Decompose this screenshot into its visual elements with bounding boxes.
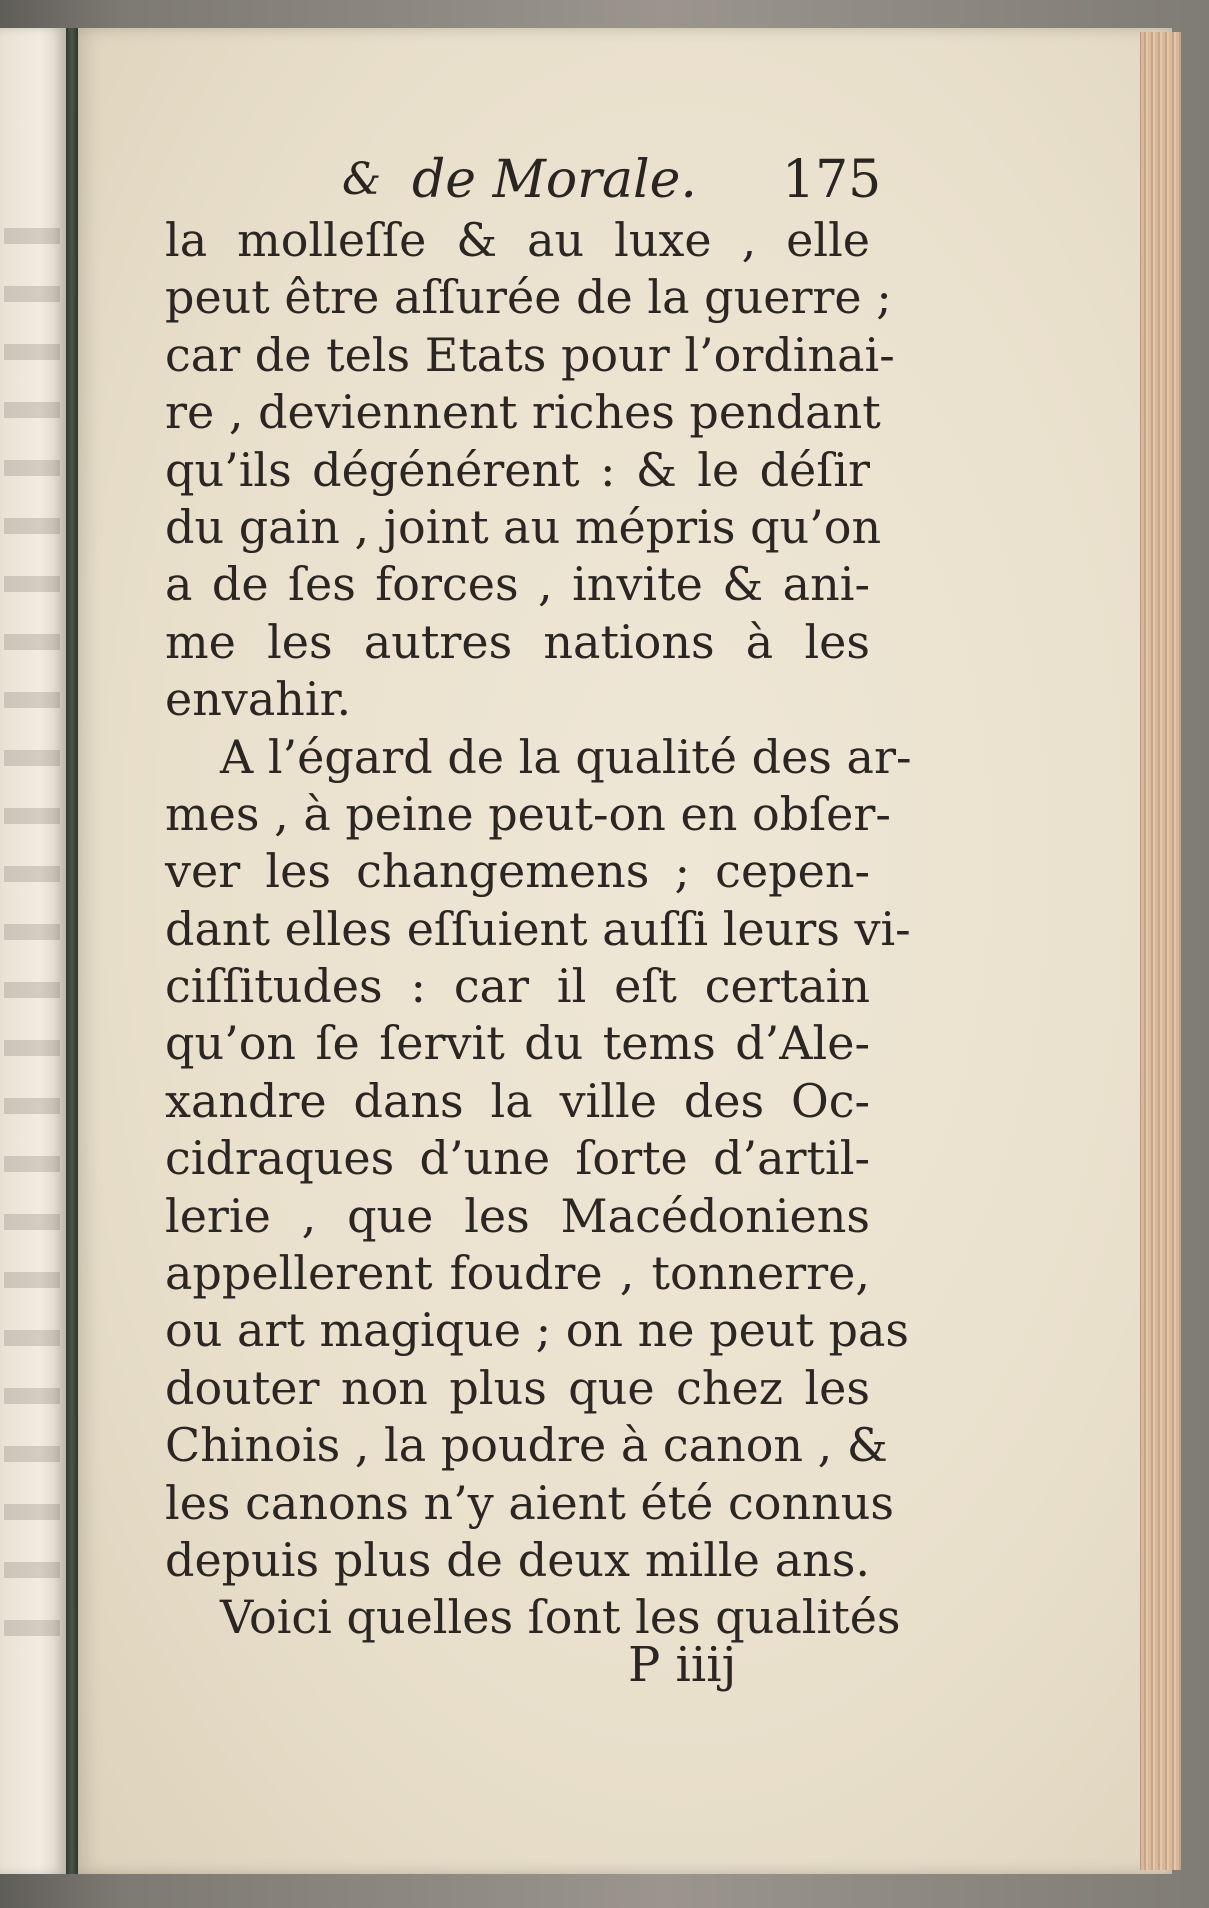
- text-line: lerie , que les Macédoniens: [165, 1188, 870, 1243]
- text-line: a de ſes forces , invite & ani-: [165, 557, 870, 612]
- binding-strip: [66, 28, 78, 1874]
- signature-mark: P iiij: [628, 1637, 737, 1693]
- text-line: A l’égard de la qualité des ar-: [220, 729, 912, 784]
- body-text: [165, 212, 912, 1647]
- text-line: peut être aſſurée de la guerre ;: [165, 270, 892, 325]
- page-edges: [1140, 32, 1181, 1870]
- running-head: [342, 150, 902, 220]
- text-line: ver les changemens ; cepen-: [165, 844, 870, 899]
- text-line: ou art magique ; on ne peut pas: [165, 1303, 909, 1358]
- text-line: envahir.: [165, 672, 352, 727]
- text-line: qu’on ſe ſervit du tems d’Ale-: [165, 1016, 870, 1071]
- text-line: me les autres nations à les: [165, 614, 870, 669]
- text-line: ciſſitudes : car il eſt certain: [165, 959, 870, 1014]
- previous-page-text-fragments: [4, 228, 60, 1678]
- text-line: car de tels Etats pour l’ordinai-: [165, 327, 895, 382]
- text-line: mes , à peine peut-on en obſer-: [165, 786, 891, 841]
- text-line: la molleſſe & au luxe , elle: [165, 213, 870, 267]
- text-line: appellerent foudre , tonnerre,: [165, 1246, 870, 1301]
- ampersand-ornament: &: [342, 154, 382, 205]
- page-number: 175: [782, 150, 882, 210]
- text-line: depuis plus de deux mille ans.: [165, 1532, 870, 1587]
- previous-page-edge: [0, 28, 68, 1874]
- text-line: du gain , joint au mépris qu’on: [165, 499, 882, 554]
- text-line: xandre dans la ville des Oc-: [165, 1073, 870, 1128]
- text-line: qu’ils dégénérent : & le déſir: [165, 442, 870, 497]
- text-line: cidraques d’une ſorte d’artil-: [165, 1131, 870, 1186]
- text-line: les canons n’y aient été connus: [165, 1475, 894, 1530]
- text-line: Voici quelles ſont les qualités: [220, 1590, 901, 1645]
- text-line: douter non plus que chez les: [165, 1360, 870, 1415]
- running-head-title: de Morale.: [412, 150, 697, 210]
- text-line: Chinois , la poudre à canon , &: [165, 1418, 888, 1473]
- text-line: dant elles eſſuient auſſi leurs vi-: [165, 901, 911, 956]
- text-line: re , deviennent riches pendant: [165, 385, 881, 440]
